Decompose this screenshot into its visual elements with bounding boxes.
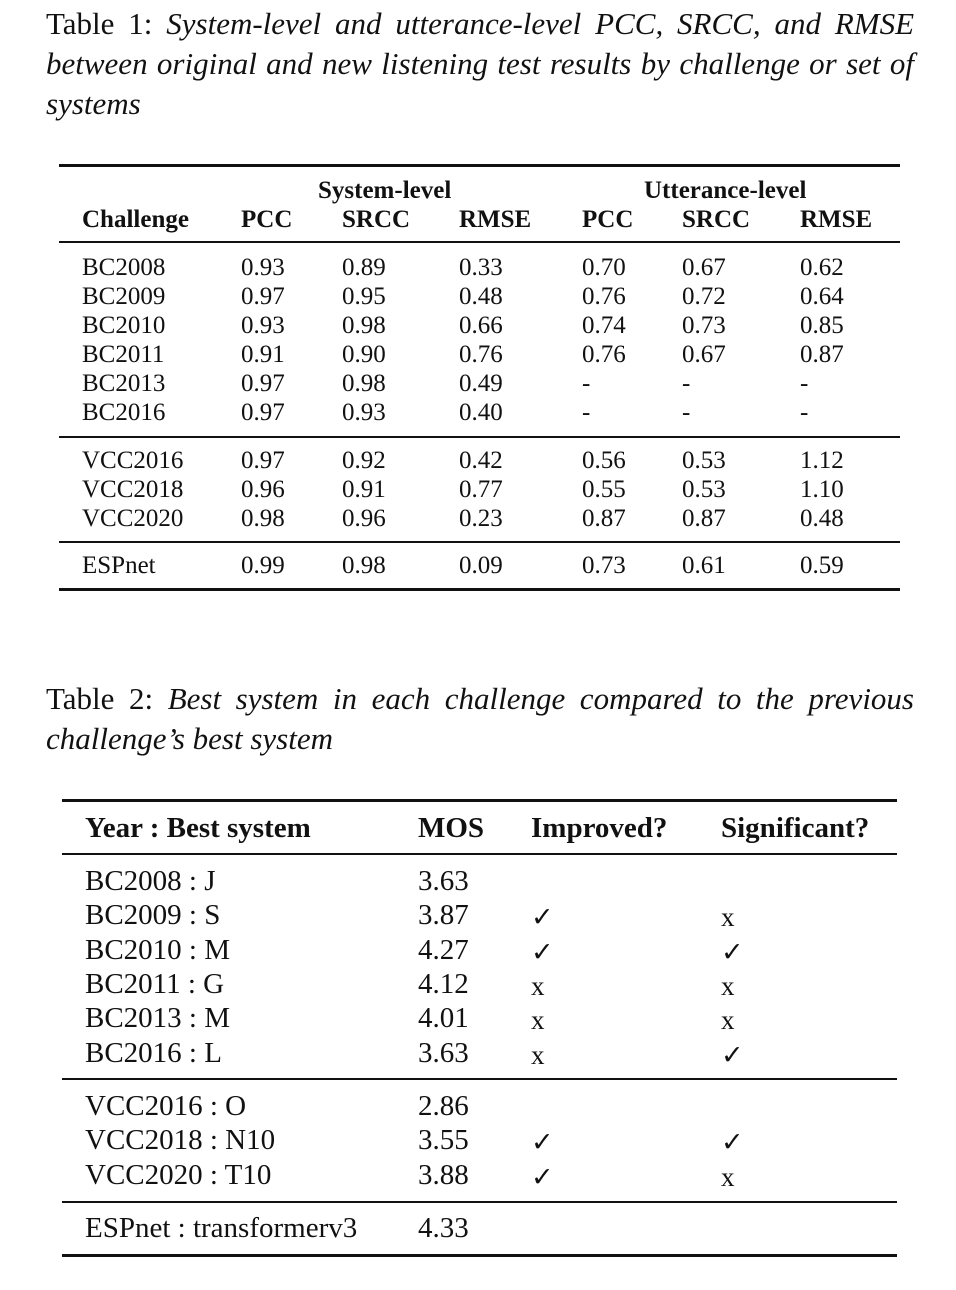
table1-cell: 0.76	[459, 341, 503, 368]
table1-cell: 0.56	[582, 447, 626, 474]
table1-cell: 0.92	[342, 447, 386, 474]
table1-cell: BC2010	[82, 312, 166, 339]
table1-cell: 0.90	[342, 341, 386, 368]
table1-cell: 0.87	[582, 505, 626, 532]
table1-cell: 0.87	[800, 341, 844, 368]
table1-cell: 0.64	[800, 283, 844, 310]
table2-caption	[46, 679, 914, 759]
table2-cell: VCC2016 : O	[85, 1090, 247, 1122]
table1-cell: 0.98	[342, 552, 386, 579]
improved-mark: ✓	[531, 902, 554, 933]
table2-cell: 4.01	[418, 1002, 469, 1035]
table1-cell: 0.66	[459, 312, 503, 339]
table1-cell: 0.97	[241, 447, 285, 474]
table2-cell: 3.63	[418, 1036, 469, 1069]
table1-cell: 0.97	[241, 399, 285, 426]
table1-cell: 0.67	[682, 341, 726, 368]
table2-header-improved: Improved?	[531, 812, 668, 844]
table1-cell: 0.77	[459, 476, 503, 503]
table1-bottom-rule	[59, 588, 900, 591]
table1-cell: 0.49	[459, 370, 503, 397]
table1-cell: VCC2018	[82, 476, 184, 503]
table1-cell: 0.99	[241, 552, 285, 579]
table1-cell: 0.72	[682, 283, 726, 310]
table1-cell: 0.09	[459, 552, 503, 579]
significant-mark: x	[721, 1161, 735, 1192]
table1-cell: 0.95	[342, 283, 386, 310]
table1-caption-text: System-level and utterance-level PCC, SRCC, and RMSE between original and new listening test results by challenge or set of systems	[46, 6, 915, 121]
table2-cell: BC2011 : G	[85, 967, 225, 1000]
table2-cell: 4.27	[418, 933, 469, 966]
table1-cell: 0.87	[682, 505, 726, 532]
table2-header-significant: Significant?	[721, 812, 870, 844]
table1-cell: 0.53	[682, 447, 726, 474]
significant-mark: x	[721, 970, 735, 1001]
table1-cell: 0.48	[459, 283, 503, 310]
table1-cell: 0.67	[682, 254, 726, 281]
table1-cell: ESPnet	[82, 552, 156, 579]
table2-cell: VCC2020 : T10	[85, 1158, 272, 1191]
table2-cell: BC2010 : M	[85, 933, 231, 966]
table2-section-rule	[62, 1201, 897, 1203]
table1-cell: 1.12	[800, 447, 844, 474]
table1-section-rule	[59, 541, 900, 543]
significant-mark: ✓	[721, 1127, 744, 1158]
table1-cell: 0.76	[582, 283, 626, 310]
table1-cell: 0.93	[342, 399, 386, 426]
table1-cell: 0.97	[241, 370, 285, 397]
table1-cell: VCC2016	[82, 447, 184, 474]
table1-cell: VCC2020	[82, 505, 184, 532]
table1-cell: 0.76	[582, 341, 626, 368]
table1-cell: 0.93	[241, 254, 285, 281]
table1-top-rule	[59, 164, 900, 167]
table2-cell: 4.12	[418, 967, 469, 1000]
table2-header-year-best-system: Year : Best system	[85, 812, 311, 844]
improved-mark: x	[531, 1005, 545, 1036]
table1-cell: 0.42	[459, 447, 503, 474]
table1-cell: 0.55	[582, 476, 626, 503]
improved-mark: ✓	[531, 1161, 554, 1192]
table1-header-rule	[59, 241, 900, 243]
table1-cell: BC2013	[82, 370, 166, 397]
improved-mark: x	[531, 970, 545, 1001]
table1-cell: BC2011	[82, 341, 165, 368]
table2-cell: 3.88	[418, 1158, 469, 1191]
table1-cell: BC2008	[82, 254, 166, 281]
improved-mark: x	[531, 1039, 545, 1070]
table1-cell: 0.98	[342, 312, 386, 339]
significant-mark: x	[721, 902, 735, 933]
table1-cell: 0.74	[582, 312, 626, 339]
table2-cell: VCC2018 : N10	[85, 1124, 276, 1157]
table2-cell: BC2009 : S	[85, 899, 221, 932]
table1-cell: 0.98	[342, 370, 386, 397]
table1-cell: 1.10	[800, 476, 844, 503]
table1-cell: -	[800, 399, 809, 426]
table1-cell: 0.23	[459, 505, 503, 532]
table1-cell: 0.96	[342, 505, 386, 532]
table1-caption	[46, 4, 914, 124]
table1-cell: 0.97	[241, 283, 285, 310]
table1-cell: 0.91	[241, 341, 285, 368]
table2-cell: 3.87	[418, 899, 469, 932]
table1-caption-label: Table 1:	[46, 6, 153, 41]
table2-cell: 3.55	[418, 1124, 469, 1157]
table1-header-challenge: Challenge	[82, 206, 189, 233]
significant-mark: x	[721, 1005, 735, 1036]
significant-mark: ✓	[721, 936, 744, 967]
table1-cell: 0.93	[241, 312, 285, 339]
table2-header-rule	[62, 853, 897, 855]
table2-caption-text: Best system in each challenge compared to the previous challenge’s best system	[46, 681, 914, 756]
table1-cell: 0.98	[241, 505, 285, 532]
table1-cell: BC2016	[82, 399, 166, 426]
table1-cell: 0.96	[241, 476, 285, 503]
table2-top-rule	[62, 799, 897, 802]
table1-cell: 0.85	[800, 312, 844, 339]
table2-cell: ESPnet : transformerv3	[85, 1212, 358, 1244]
table1-cell: -	[682, 399, 691, 426]
table2-cell: 4.33	[418, 1212, 469, 1244]
table1-cell: -	[582, 370, 591, 397]
improved-mark: ✓	[531, 936, 554, 967]
table1-cell: 0.73	[682, 312, 726, 339]
table1-group-header-utterance: Utterance-level	[644, 177, 807, 204]
table2-section-rule	[62, 1078, 897, 1080]
table1-cell: 0.59	[800, 552, 844, 579]
table1-header-srcc-utt: SRCC	[682, 206, 751, 233]
table1-header-rmse-sys: RMSE	[459, 206, 532, 233]
table2-cell: 2.86	[418, 1090, 469, 1122]
table2-cell: 3.63	[418, 865, 469, 897]
table1-header-pcc-utt: PCC	[582, 206, 634, 233]
table1-section-rule	[59, 436, 900, 438]
table1-cell: 0.89	[342, 254, 386, 281]
table1-header-srcc-sys: SRCC	[342, 206, 411, 233]
table2-caption-label: Table 2:	[46, 681, 154, 716]
table1-cell: 0.61	[682, 552, 726, 579]
table1-cell: 0.62	[800, 254, 844, 281]
significant-mark: ✓	[721, 1039, 744, 1070]
table1-cell: 0.73	[582, 552, 626, 579]
table1-cell: -	[800, 370, 809, 397]
table2-cell: BC2008 : J	[85, 865, 216, 897]
table1-cell: 0.53	[682, 476, 726, 503]
table1-header-pcc-sys: PCC	[241, 206, 293, 233]
table2-header-mos: MOS	[418, 812, 485, 844]
table1-cell: 0.33	[459, 254, 503, 281]
table1-cell: -	[582, 399, 591, 426]
table2-cell: BC2013 : M	[85, 1002, 231, 1035]
table2-cell: BC2016 : L	[85, 1036, 222, 1069]
table1-group-header-system: System-level	[318, 177, 452, 204]
table1-cell: 0.40	[459, 399, 503, 426]
table1-cell: -	[682, 370, 691, 397]
table1-cell: 0.70	[582, 254, 626, 281]
improved-mark: ✓	[531, 1127, 554, 1158]
table1-cell: 0.91	[342, 476, 386, 503]
table2-bottom-rule	[62, 1254, 897, 1257]
table1-header-rmse-utt: RMSE	[800, 206, 873, 233]
table1-cell: BC2009	[82, 283, 166, 310]
table1-cell: 0.48	[800, 505, 844, 532]
